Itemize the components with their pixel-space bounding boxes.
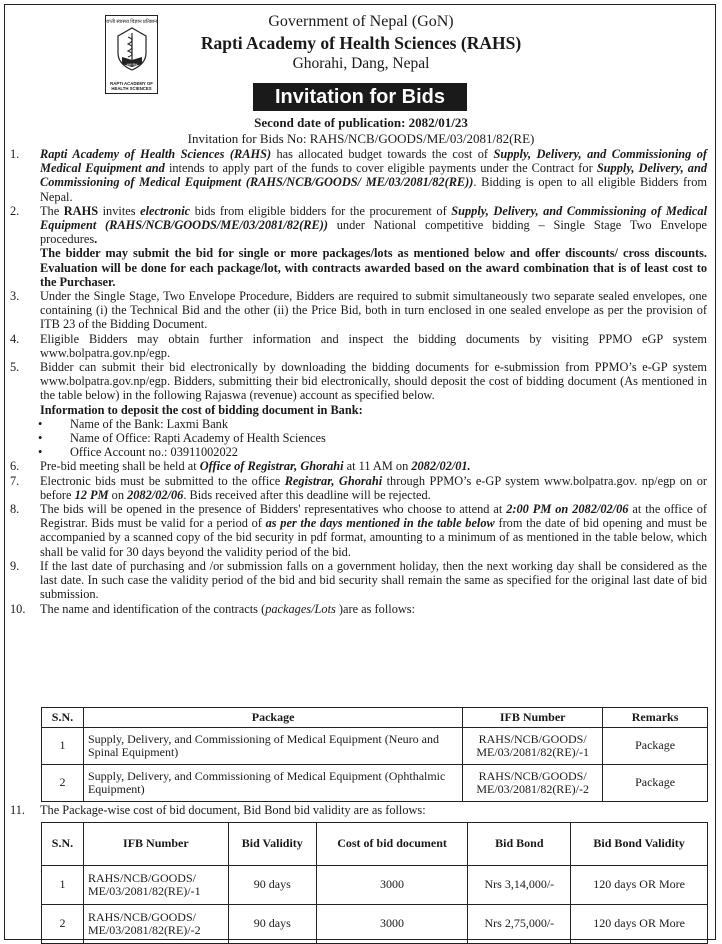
account-number: • Office Account no.: 03911002022 xyxy=(38,445,707,459)
organization-name: Rapti Academy of Health Sciences (RAHS) xyxy=(200,33,522,53)
item-10: 10. The name and identification of the contracts (packages/Lots )are as follows: xyxy=(10,601,416,616)
notice-body xyxy=(10,147,707,616)
item-11: 11. The Package-wise cost of bid document, Bid Bond bid validity are as follows: xyxy=(10,803,426,817)
ifb-number: Invitation for Bids No: RAHS/NCB/GOODS/ME/03/2081/82(RE) xyxy=(187,131,535,146)
bank-name: • Name of the Bank: Laxmi Bank xyxy=(38,417,707,431)
item-7: 7. Electronic bids must be submitted to the office Registrar, Ghorahi through PPMO’s e-GP system www.bolpatra.gov. np/egp on or before 12 PM on 2082/02/06. Bids received after this deadline will be rejected. xyxy=(10,473,707,502)
notice-body-2 xyxy=(10,803,707,817)
item-8: 8. The bids will be opened in the presence of Bidders' representatives who choose to attend at 2:00 PM on 2082/02/06 at the office of Registrar. Bids must be valid for a period of as per the days mentioned in the table below from the date of bid opening and must be accompanied by a scanned copy of the bid security in pdf format, amounting to a minimum of as mentioned in the table below, which shall be valid for 30 days beyond the validity period of the bid. xyxy=(10,502,708,559)
item-1: 1. Rapti Academy of Health Sciences (RAHS) has allocated budget towards the cost of Supply, Delivery, and Commissioning of Medical Equipment and intends to apply part of the funds to cover eligible payments under the Contract for Supply, Delivery, and Commissioning of Medical Equipment (RAHS/NCB/GOODS/ ME/03/2081/82(RE)). Bidding is open to all eligible Bidders from Nepal. xyxy=(10,147,708,204)
publication-date: Second date of publication: 2082/01/23 xyxy=(254,115,468,130)
logo-bottom-text: RAPTI ACADEMY OF HEALTH SCIENCES xyxy=(110,81,153,91)
item-9: 9. If the last date of purchasing and /or submission falls on a government holiday, then the next working day shall be considered as the last date. In such case the validity period of the bid and bid security shall remain the same as specified for the original last date of bid submission. xyxy=(10,558,707,602)
table-header-row: S.N. Package IFB Number Remarks xyxy=(42,708,708,728)
logo-motto: ज्ञानं सेवा xyxy=(126,63,137,67)
bid-cost-table xyxy=(41,822,708,944)
title-banner: Invitation for Bids xyxy=(253,83,467,111)
item-6: 6. Pre-bid meeting shall be held at Office of Registrar, Ghorahi at 11 AM on 2082/02/01. xyxy=(10,459,471,474)
table-header-row: S.N. IFB Number Bid Validity Cost of bid document Bid Bond Bid Bond Validity xyxy=(42,823,708,866)
item-2: 2. The RAHS invites electronic bids from eligible bidders for the procurement of Supply, Delivery, and Commissioning of Medical Equipment (RAHS/NCB/GOODS/ME/03/2081/82(RE)) under National competitive bidding – Single Stage Two Envelope procedures. The bidder may submit the bid for single or more packages/lots as mentioned below and offer discounts/ cross discounts. Evaluation will be done for each package/lot, with contracts awarded based on the award combination that is of least cost to the Purchaser. xyxy=(10,203,708,289)
government-line: Government of Nepal (GoN) xyxy=(268,13,454,30)
table-row: 2 RAHS/NCB/GOODS/ ME/03/2081/82(RE)/-2 90 days 3000 Nrs 2,75,000/- 120 days OR More xyxy=(42,905,708,944)
address-line: Ghorahi, Dang, Nepal xyxy=(292,55,430,72)
item-3: 3. Under the Single Stage, Two Envelope Procedure, Bidders are required to submit simultaneously two separate sealed envelopes, one containing (i) the Technical Bid and the other (ii) the Price Bid, both in turn enclosed in one sealed envelope as per the provision of ITB 23 of the Bidding Document. xyxy=(10,289,707,332)
table-row: 2 Supply, Delivery, and Commissioning of Medical Equipment (Ophthalmic Equipment) RAHS/NCB/GOODS/ ME/03/2081/82(RE)/-2 Package xyxy=(42,765,708,802)
logo-top-text: राप्ती स्वास्थ्य विज्ञान प्रतिष्ठान xyxy=(106,20,157,25)
bank-details xyxy=(10,417,707,460)
table-row: 1 Supply, Delivery, and Commissioning of Medical Equipment (Neuro and Spinal Equipment) RAHS/NCB/GOODS/ ME/03/2081/82(RE)/-1 Package xyxy=(42,728,708,765)
item-5: 5. Bidder can submit their bid electronically by downloading the bidding documents for e-submission from PPMO’s e-GP system www.bolpatra.gov.np/egp. Bidders, submitting their bid electronically, should deposit the cost of bidding document (As mentioned in the table below) in the following Rajaswa (revenue) account as specified below. Information to deposit the cost of bidding document in Bank: xyxy=(10,360,707,417)
packages-table xyxy=(41,707,708,802)
office-name: • Name of Office: Rapti Academy of Health Sciences xyxy=(38,431,707,445)
item-4: 4. Eligible Bidders may obtain further information and inspect the bidding documents by visiting PPMO eGP system www.bolpatra.gov.np/egp. xyxy=(10,331,707,360)
table-row: 1 RAHS/NCB/GOODS/ ME/03/2081/82(RE)/-1 90 days 3000 Nrs 3,14,000/- 120 days OR More xyxy=(42,866,708,905)
